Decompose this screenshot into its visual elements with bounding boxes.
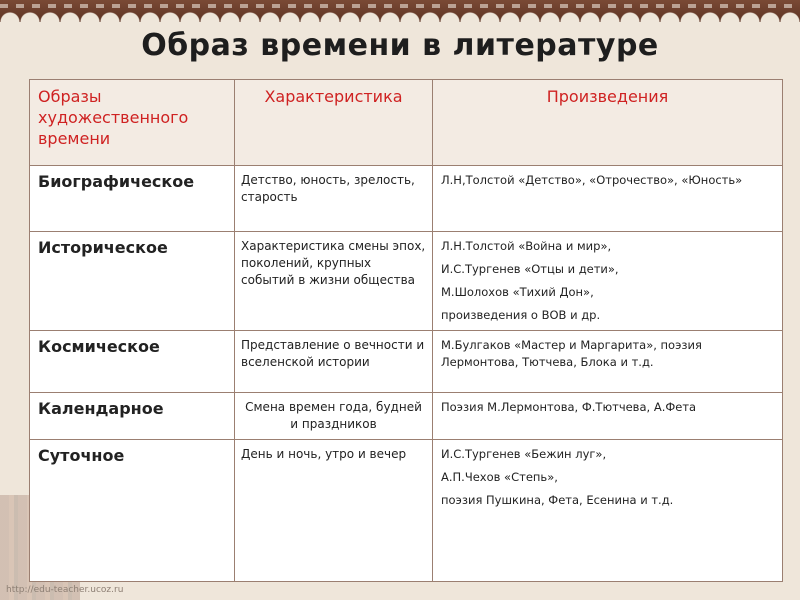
works-cell <box>433 440 783 582</box>
footer-url: http://edu-teacher.ucoz.ru <box>6 585 124 595</box>
works-cell <box>433 331 783 393</box>
category-cell: Космическое <box>30 331 235 393</box>
table-header-row <box>30 80 783 166</box>
characteristic-cell: Детство, юность, зрелость, старость <box>235 166 433 232</box>
table-row <box>30 440 783 582</box>
works-cell <box>433 232 783 331</box>
works-cell <box>433 393 783 440</box>
category-cell: Суточное <box>30 440 235 582</box>
slide-title: Образ времени в литературе <box>141 28 659 63</box>
works-line: М.Булгаков «Мастер и Маргарита», поэзия Лермонтова, Тютчева, Блока и т.д. <box>441 338 702 369</box>
category-cell: Календарное <box>30 393 235 440</box>
works-line: Л.Н.Толстой «Война и мир», <box>441 239 612 253</box>
characteristic-cell: Представление о вечности и вселенской истории <box>235 331 433 393</box>
literature-time-table <box>29 79 783 582</box>
works-line: Л.Н,Толстой «Детство», «Отрочество», «Юность» <box>441 173 743 187</box>
header-works: Произведения <box>433 80 783 166</box>
works-line: М.Шолохов «Тихий Дон», <box>441 285 594 299</box>
characteristic-cell: Характеристика смены эпох, поколений, крупных событий в жизни общества <box>235 232 433 331</box>
works-line: поэзия Пушкина, Фета, Есенина и т.д. <box>441 493 674 507</box>
table-row <box>30 393 783 440</box>
table-row <box>30 232 783 331</box>
header-images: Образы художественного времени <box>30 80 235 166</box>
characteristic-cell: День и ночь, утро и вечер <box>235 440 433 582</box>
table-row <box>30 166 783 232</box>
works-line: А.П.Чехов «Степь», <box>441 470 558 484</box>
works-line: И.С.Тургенев «Бежин луг», <box>441 447 607 461</box>
works-line: И.С.Тургенев «Отцы и дети», <box>441 262 619 276</box>
characteristic-cell: Смена времен года, будней и праздников <box>235 393 433 440</box>
works-line: Поэзия М.Лермонтова, Ф.Тютчева, А.Фета <box>441 400 697 414</box>
header-characteristic: Характеристика <box>235 80 433 166</box>
decorative-top-border <box>0 0 800 22</box>
works-cell <box>433 166 783 232</box>
category-cell: Биографическое <box>30 166 235 232</box>
category-cell: Историческое <box>30 232 235 331</box>
table-row <box>30 331 783 393</box>
works-line: произведения о ВОВ и др. <box>441 308 601 322</box>
